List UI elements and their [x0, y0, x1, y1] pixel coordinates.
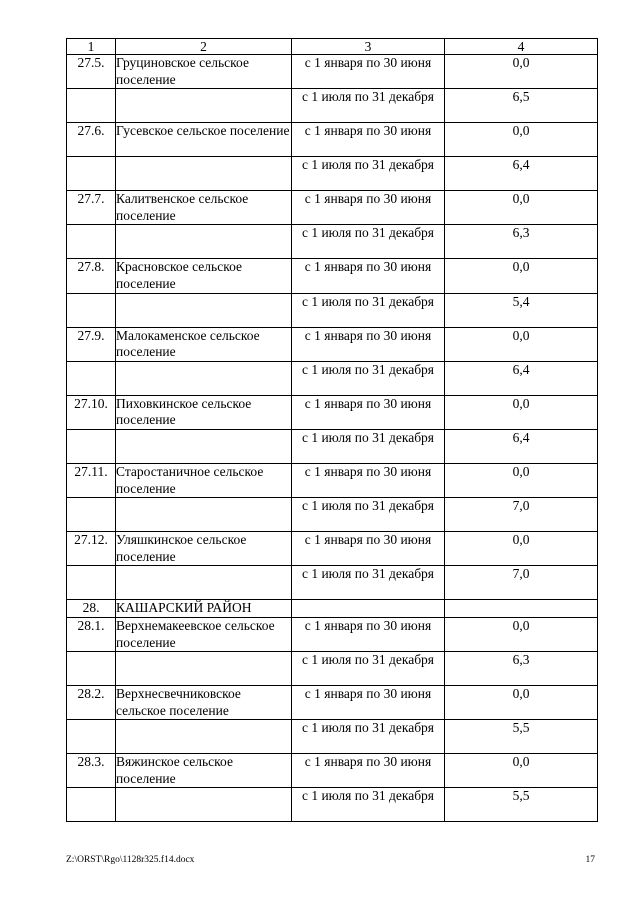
- rate-value: 5,5: [445, 720, 598, 754]
- page-number: 17: [585, 855, 595, 865]
- table-row: [67, 686, 598, 720]
- table-row: [67, 788, 598, 822]
- table-row: [67, 429, 598, 463]
- period: с 1 января по 30 июня: [292, 395, 445, 429]
- table-row: [67, 89, 598, 123]
- table-row: [67, 191, 598, 225]
- header-col-3: 3: [292, 39, 445, 55]
- period: с 1 января по 30 июня: [292, 259, 445, 293]
- settlement-name: Верхнемакеевское сельское поселение: [116, 617, 292, 651]
- period: с 1 января по 30 июня: [292, 532, 445, 566]
- period: с 1 июля по 31 декабря: [292, 89, 445, 123]
- row-number: [67, 498, 116, 532]
- settlement-name: [116, 788, 292, 822]
- rate-value: 0,0: [445, 123, 598, 157]
- period: с 1 июля по 31 декабря: [292, 293, 445, 327]
- rate-value: 0,0: [445, 55, 598, 89]
- period: с 1 июля по 31 декабря: [292, 566, 445, 600]
- period: с 1 июля по 31 декабря: [292, 652, 445, 686]
- row-number: 28.1.: [67, 617, 116, 651]
- period: с 1 января по 30 июня: [292, 617, 445, 651]
- table-row: [67, 293, 598, 327]
- rate-value: 6,3: [445, 225, 598, 259]
- rate-value: [445, 600, 598, 618]
- settlement-name: Гусевское сельское поселение: [116, 123, 292, 157]
- row-number: [67, 566, 116, 600]
- header-row: [67, 39, 598, 55]
- settlement-name: Груциновское сельское поселение: [116, 55, 292, 89]
- row-number: [67, 89, 116, 123]
- footer-file-path: Z:\ORST\Rgo\1128r325.f14.docx: [66, 855, 195, 865]
- row-number: [67, 293, 116, 327]
- rate-value: 0,0: [445, 754, 598, 788]
- row-number: [67, 788, 116, 822]
- row-number: 27.10.: [67, 395, 116, 429]
- header-col-4: 4: [445, 39, 598, 55]
- rate-value: 0,0: [445, 463, 598, 497]
- row-number: 27.12.: [67, 532, 116, 566]
- settlement-name: Красновское сельское поселение: [116, 259, 292, 293]
- period: с 1 января по 30 июня: [292, 327, 445, 361]
- settlement-name: Верхнесвечниковское сельское поселение: [116, 686, 292, 720]
- rate-value: 0,0: [445, 191, 598, 225]
- table-row: [67, 55, 598, 89]
- header-col-2: 2: [116, 39, 292, 55]
- table-row: [67, 720, 598, 754]
- settlement-name: КАШАРСКИЙ РАЙОН: [116, 600, 292, 618]
- period: с 1 января по 30 июня: [292, 55, 445, 89]
- rate-value: 5,5: [445, 788, 598, 822]
- table-body: [67, 39, 598, 822]
- period: с 1 июля по 31 декабря: [292, 788, 445, 822]
- table-row: [67, 225, 598, 259]
- table-row: [67, 652, 598, 686]
- table-row: [67, 123, 598, 157]
- settlement-name: [116, 157, 292, 191]
- row-number: [67, 429, 116, 463]
- rate-value: 6,4: [445, 429, 598, 463]
- settlement-name: [116, 293, 292, 327]
- table-row: [67, 259, 598, 293]
- rate-value: 6,3: [445, 652, 598, 686]
- row-number: [67, 652, 116, 686]
- rate-value: 6,4: [445, 361, 598, 395]
- table-row: [67, 498, 598, 532]
- table-row: [67, 395, 598, 429]
- rate-value: 0,0: [445, 686, 598, 720]
- settlement-name: [116, 566, 292, 600]
- settlement-name: Вяжинское сельское поселение: [116, 754, 292, 788]
- settlement-name: [116, 498, 292, 532]
- period: с 1 января по 30 июня: [292, 754, 445, 788]
- rate-value: 0,0: [445, 259, 598, 293]
- settlement-name: Калитвенское сельское поселение: [116, 191, 292, 225]
- rate-value: 0,0: [445, 327, 598, 361]
- period: с 1 июля по 31 декабря: [292, 720, 445, 754]
- settlement-name: [116, 361, 292, 395]
- settlement-name: [116, 720, 292, 754]
- row-number: 27.6.: [67, 123, 116, 157]
- rate-value: 6,4: [445, 157, 598, 191]
- table-row: [67, 566, 598, 600]
- rate-value: 0,0: [445, 617, 598, 651]
- period: с 1 июля по 31 декабря: [292, 498, 445, 532]
- table-row: [67, 157, 598, 191]
- data-table: [66, 38, 598, 822]
- row-number: 27.11.: [67, 463, 116, 497]
- settlement-name: Малокаменское сельское поселение: [116, 327, 292, 361]
- settlement-name: Уляшкинское сельское поселение: [116, 532, 292, 566]
- rate-value: 0,0: [445, 395, 598, 429]
- row-number: 27.8.: [67, 259, 116, 293]
- row-number: [67, 720, 116, 754]
- table-row: [67, 327, 598, 361]
- rate-value: 0,0: [445, 532, 598, 566]
- period: с 1 июля по 31 декабря: [292, 361, 445, 395]
- rate-value: 7,0: [445, 566, 598, 600]
- table-row: [67, 600, 598, 618]
- period: с 1 января по 30 июня: [292, 191, 445, 225]
- table-row: [67, 361, 598, 395]
- row-number: 28.3.: [67, 754, 116, 788]
- rate-value: 7,0: [445, 498, 598, 532]
- table-row: [67, 617, 598, 651]
- period: с 1 июля по 31 декабря: [292, 157, 445, 191]
- table-row: [67, 532, 598, 566]
- settlement-name: [116, 652, 292, 686]
- rate-value: 5,4: [445, 293, 598, 327]
- period: с 1 января по 30 июня: [292, 123, 445, 157]
- row-number: [67, 361, 116, 395]
- settlement-name: [116, 429, 292, 463]
- settlement-name: Старостаничное сельское поселение: [116, 463, 292, 497]
- row-number: [67, 225, 116, 259]
- row-number: 28.2.: [67, 686, 116, 720]
- header-col-1: 1: [67, 39, 116, 55]
- period: [292, 600, 445, 618]
- period: с 1 июля по 31 декабря: [292, 225, 445, 259]
- settlement-name: [116, 225, 292, 259]
- settlement-name: Пиховкинское сельское поселение: [116, 395, 292, 429]
- row-number: 27.5.: [67, 55, 116, 89]
- table-row: [67, 754, 598, 788]
- row-number: 27.7.: [67, 191, 116, 225]
- period: с 1 января по 30 июня: [292, 686, 445, 720]
- row-number: [67, 157, 116, 191]
- settlement-name: [116, 89, 292, 123]
- row-number: 28.: [67, 600, 116, 618]
- table-row: [67, 463, 598, 497]
- rate-value: 6,5: [445, 89, 598, 123]
- period: с 1 июля по 31 декабря: [292, 429, 445, 463]
- row-number: 27.9.: [67, 327, 116, 361]
- period: с 1 января по 30 июня: [292, 463, 445, 497]
